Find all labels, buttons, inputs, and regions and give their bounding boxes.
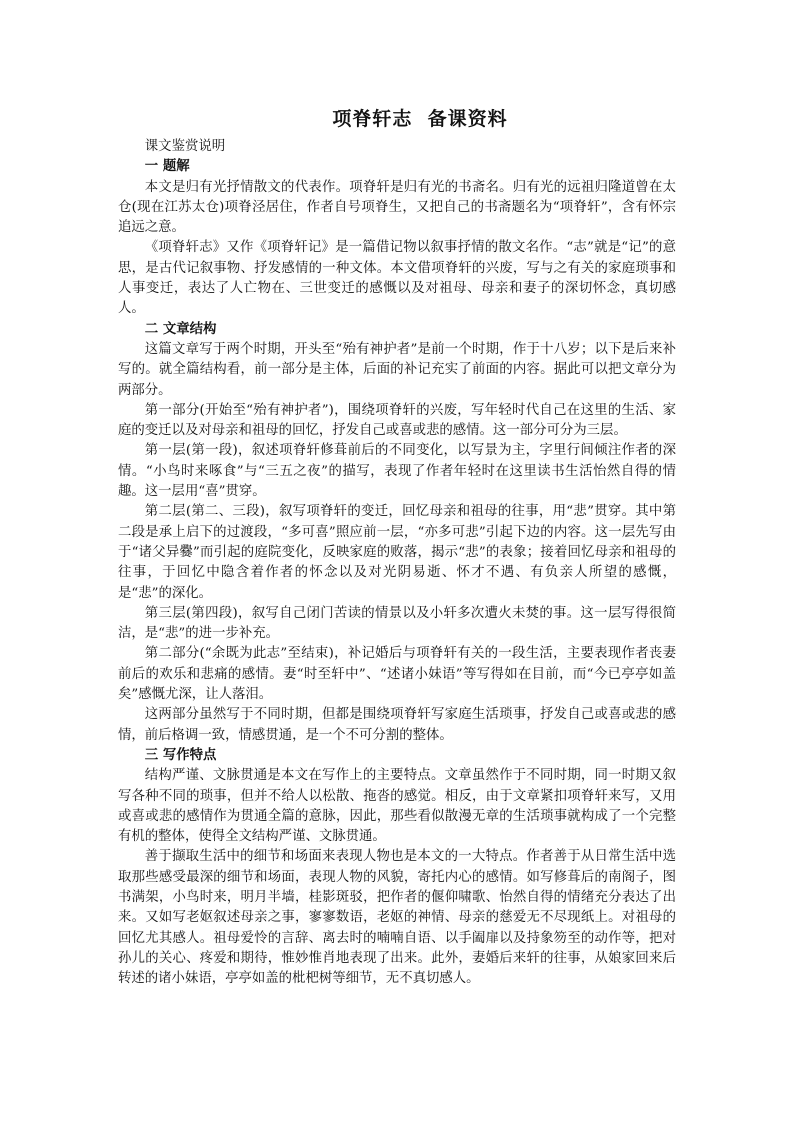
section-heading-title-explanation: 一 题解 [144,159,190,175]
paragraph: 《项脊轩志》又作《项脊轩记》是一篇借记物以叙事抒情的散文名作。“志”就是“记”的意思，是古代记叙事物、抒发感情的一种文体。本文借项脊轩的兴废，写与之有关的家庭琐事和人事变迁，表达了人亡物在、三世变迁的感慨以及对祖母、母亲和妻子的深切怀念，真切感人。 [118,240,676,317]
paragraph: 第二层(第二、三段)，叙写项脊轩的变迁，回忆母亲和祖母的往事，用“悲”贯穿。其中第二段是承上启下的过渡段，“多可喜”照应前一层，“亦多可悲”引起下边的内容。这一层先写由于“诸父异爨”而引起的庭院变化，反映家庭的败落，揭示“悲”的表象；接着回忆母亲和祖母的往事，于回忆中隐含着作者的怀念以及对光阴易逝、怀才不遇、有负亲人所望的感慨，是“悲”的深化。 [118,504,676,601]
document-subtitle: 课文鉴赏说明 [144,139,226,154]
paragraph: 善于撷取生活中的细节和场面来表现人物也是本文的一大特点。作者善于从日常生活中选取那些感受最深的细节和场面，表现人物的风貌，寄托内心的感情。如写修葺后的南阁子，图书满架，小鸟时来，明月半墙，桂影斑驳，把作者的偃仰啸歌、怡然自得的情绪充分表达了出来。又如写老妪叙述母亲之事，寥寥数语，老妪的神情、母亲的慈爱无不尽现纸上。对祖母的回忆尤其感人。祖母爱怜的言辞、离去时的喃喃自语、以手阖扉以及持象笏至的动作等，把对孙儿的关心、疼爱和期待，惟妙惟肖地表现了出来。此外，妻婚后来轩的往事，从娘家回来后转述的诸小妹语，亭亭如盖的枇杷树等细节，无不真切感人。 [118,849,676,987]
document-title: 项脊轩志 备课资料 [332,108,508,130]
paragraph: 第二部分(“余既为此志”至结束)，补记婚后与项脊轩有关的一段生活，主要表现作者丧妻前后的欢乐和悲痛的感情。妻“时至轩中”、“述诸小妹语”等写得如在目前，而“今已亭亭如盖矣”感慨尤深，让人落泪。 [118,646,676,703]
paragraph: 本文是归有光抒情散文的代表作。项脊轩是归有光的书斋名。归有光的远祖归隆道曾在太仓(现在江苏太仓)项脊泾居住，作者自号项脊生，又把自己的书斋题名为“项脊轩”，含有怀宗追远之意。 [118,179,676,236]
paragraph: 第一部分(开始至“殆有神护者”)，围绕项脊轩的兴废，写年轻时代自己在这里的生活、家庭的变迁以及对母亲和祖母的回忆，抒发自己或喜或悲的感情。这一部分可分为三层。 [118,402,676,439]
section-heading-structure: 二 文章结构 [144,321,217,337]
paragraph: 这篇文章写于两个时期，开头至“殆有神护者”是前一个时期，作于十八岁；以下是后来补写的。就全篇结构看，前一部分是主体，后面的补记充实了前面的内容。据此可以把文章分为两部分。 [118,341,676,398]
paragraph: 第三层(第四段)，叙写自己闭门苦读的情景以及小轩多次遭火未焚的事。这一层写得很简洁，是“悲”的进一步补充。 [118,605,676,642]
document-body [118,137,676,989]
section-heading-writing-features: 三 写作特点 [144,747,217,763]
paragraph: 这两部分虽然写于不同时期，但都是围绕项脊轩写家庭生活琐事，抒发自己或喜或悲的感情，前后格调一致，情感贯通，是一个不可分割的整体。 [118,707,676,743]
paragraph: 第一层(第一段)，叙述项脊轩修葺前后的不同变化，以写景为主，字里行间倾注作者的深情。“小鸟时来啄食”与“三五之夜”的描写，表现了作者年轻时在这里读书生活怡然自得的情趣。这一层用“喜”贯穿。 [118,443,676,500]
paragraph: 结构严谨、文脉贯通是本文在写作上的主要特点。文章虽然作于不同时期，同一时期又叙写各种不同的琐事，但并不给人以松散、拖沓的感觉。相反，由于文章紧扣项脊轩来写，又用或喜或悲的感情作为贯通全篇的意脉，因此，那些看似散漫无章的生活琐事就构成了一个完整有机的整体，使得全文结构严谨、文脉贯通。 [118,768,676,845]
